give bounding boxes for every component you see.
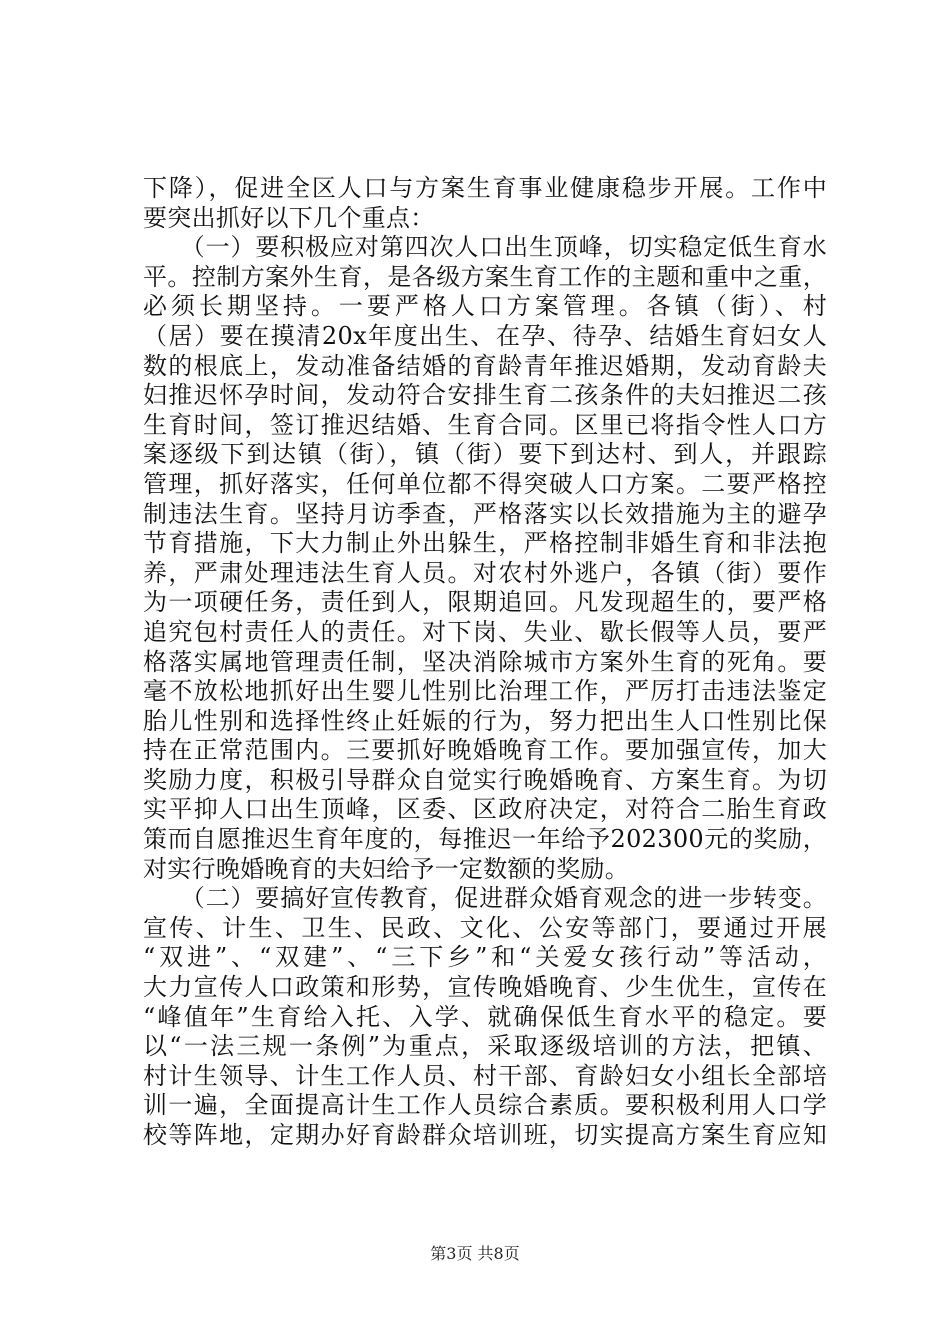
text-line: “峰值年”生育给入托、入学、就确保低生育水平的稳定。要 <box>143 1002 827 1031</box>
text-line: 毫不放松地抓好出生婴儿性别比治理工作，严厉打击违法鉴定 <box>143 677 827 706</box>
text-line: 对实行晚婚晚育的夫妇给予一定数额的奖励。 <box>143 854 629 883</box>
text-line: （二）要搞好宣传教育，促进群众婚育观念的进一步转变。 <box>143 884 827 913</box>
text-line: 村计生领导、计生工作人员、村干部、育龄妇女小组长全部培 <box>143 1061 827 1090</box>
text-line: 下降），促进全区人口与方案生育事业健康稳步开展。工作中 <box>143 174 827 202</box>
text-line: 案逐级下到达镇（街），镇（街）要下到达村、到人，并跟踪 <box>143 440 827 469</box>
text-line: 必须长期坚持。一要严格人口方案管理。各镇（街）、村 <box>143 292 827 321</box>
text-line: 大力宣传人口政策和形势，宣传晚婚晚育、少生优生，宣传在 <box>143 973 827 1002</box>
text-line: 数的根底上，发动准备结婚的育龄青年推迟婚期，发动育龄夫 <box>143 351 827 380</box>
text-line: 校等阵地，定期办好育龄群众培训班，切实提高方案生育应知 <box>143 1121 827 1149</box>
document-body <box>143 174 827 1151</box>
text-line: 训一遍，全面提高计生工作人员综合素质。要积极利用人口学 <box>143 1091 827 1120</box>
text-line: 节育措施，下大力制止外出躲生，严格控制非婚生育和非法抱 <box>143 529 827 558</box>
text-line: 为一项硬任务，责任到人，限期追回。凡发现超生的，要严格 <box>143 588 827 617</box>
text-line: 生育时间，签订推迟结婚、生育合同。区里已将指令性人口方 <box>143 410 827 439</box>
text-line: 实平抑人口出生顶峰，区委、区政府决定，对符合二胎生育政 <box>143 795 827 824</box>
text-line: 管理，抓好落实，任何单位都不得突破人口方案。二要严格控 <box>143 469 827 498</box>
text-line: 宣传、计生、卫生、民政、文化、公安等部门，要通过开展 <box>143 913 827 942</box>
text-line: 养，严肃处理违法生育人员。对农村外逃户，各镇（街）要作 <box>143 558 827 587</box>
text-line: 以“一法三规一条例”为重点，采取逐级培训的方法，把镇、 <box>143 1032 827 1061</box>
text-line: “双进”、“双建”、“三下乡”和“关爱女孩行动”等活动， <box>143 943 827 972</box>
text-line: 格落实属地管理责任制，坚决消除城市方案外生育的死角。要 <box>143 647 827 676</box>
text-line: 胎儿性别和选择性终止妊娠的行为，努力把出生人口性别比保 <box>143 706 827 735</box>
text-line: 妇推迟怀孕时间，发动符合安排生育二孩条件的夫妇推迟二孩 <box>143 381 827 410</box>
text-line: 持在正常范围内。三要抓好晚婚晚育工作。要加强宣传，加大 <box>143 736 827 765</box>
text-line: 平。控制方案外生育，是各级方案生育工作的主题和重中之重， <box>143 262 827 291</box>
text-line: 奖励力度，积极引导群众自觉实行晚婚晚育、方案生育。为切 <box>143 765 827 794</box>
text-line: 要突出抓好以下几个重点： <box>143 203 435 232</box>
text-line: 策而自愿推迟生育年度的，每推迟一年给予202300元的奖励， <box>143 825 827 854</box>
text-line: （居）要在摸清20x年度出生、在孕、待孕、结婚生育妇女人 <box>143 321 827 350</box>
text-line: 追究包村责任人的责任。对下岗、失业、歇长假等人员，要严 <box>143 617 827 646</box>
page-number-footer: 第3页 共8页 <box>430 1244 520 1263</box>
text-line: 制违法生育。坚持月访季查，严格落实以长效措施为主的避孕 <box>143 499 827 528</box>
text-line: （一）要积极应对第四次人口出生顶峰，切实稳定低生育水 <box>143 233 827 262</box>
